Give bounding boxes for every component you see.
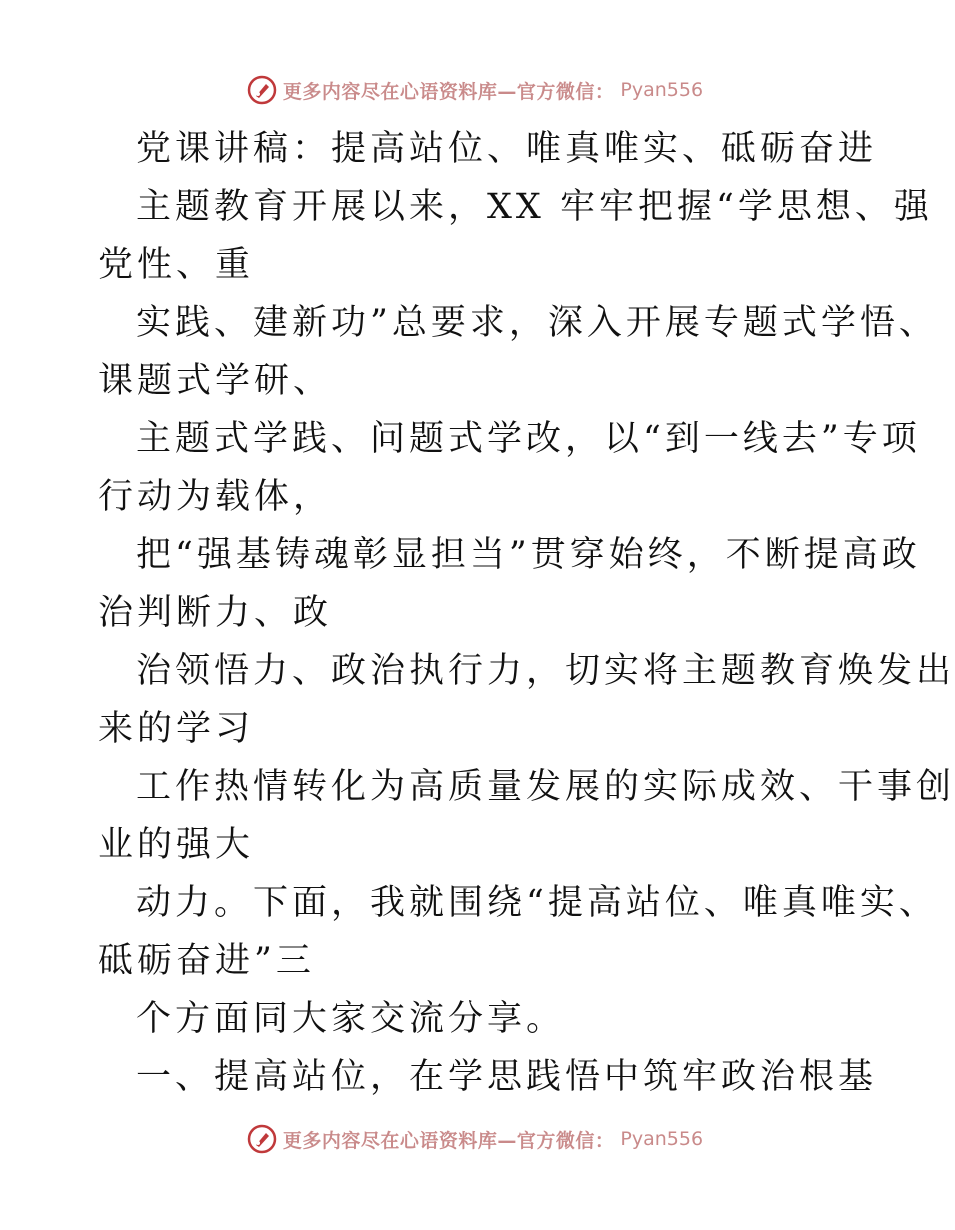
paragraph-line: 主题式学践、问题式学改，以“到一线去”专项 [136,419,921,459]
document-body [98,120,955,1106]
header-banner-text: 更多内容尽在心语资料库—官方微信： [282,80,615,103]
pen-nib-logo-icon [247,1124,277,1154]
pen-nib-logo-icon [247,75,277,105]
paragraph-line: 业的强大 [98,825,255,865]
paragraph-line: 来的学习 [98,709,255,749]
paragraph-line: 把“强基铸魂彰显担当”贯穿始终，不断提高政 [136,535,921,575]
footer-banner-text: 更多内容尽在心语资料库—官方微信： [282,1129,615,1152]
paragraph-line: 个方面同大家交流分享。 [136,999,566,1039]
footer-contact: Pyan556 [620,1128,704,1150]
paragraph-line: 砥砺奋进”三 [98,941,315,981]
paragraph-line: 行动为载体， [98,477,333,517]
paragraph-line: 治判断力、政 [98,593,333,633]
header-contact: Pyan556 [620,79,704,101]
paragraph-line: 课题式学研、 [98,361,333,401]
document-title: 党课讲稿：提高站位、唯真唯实、砥砺奋进 [136,129,878,169]
header-banner [0,73,950,107]
paragraph-line: 实践、建新功”总要求，深入开展专题式学悟、 [136,303,938,343]
paragraph-line: 党性、重 [98,245,255,285]
paragraph-line: 主题教育开展以来，XX 牢牢把握“学思想、强 [136,187,933,227]
paragraph-line: 动力。下面，我就围绕“提高站位、唯真唯实、 [136,883,938,923]
paragraph-line: 治领悟力、政治执行力，切实将主题教育焕发出 [136,651,955,691]
paragraph-line: 工作热情转化为高质量发展的实际成效、干事创 [136,767,955,807]
footer-banner [0,1122,950,1156]
section-heading: 一、提高站位，在学思践悟中筑牢政治根基 [136,1057,878,1097]
